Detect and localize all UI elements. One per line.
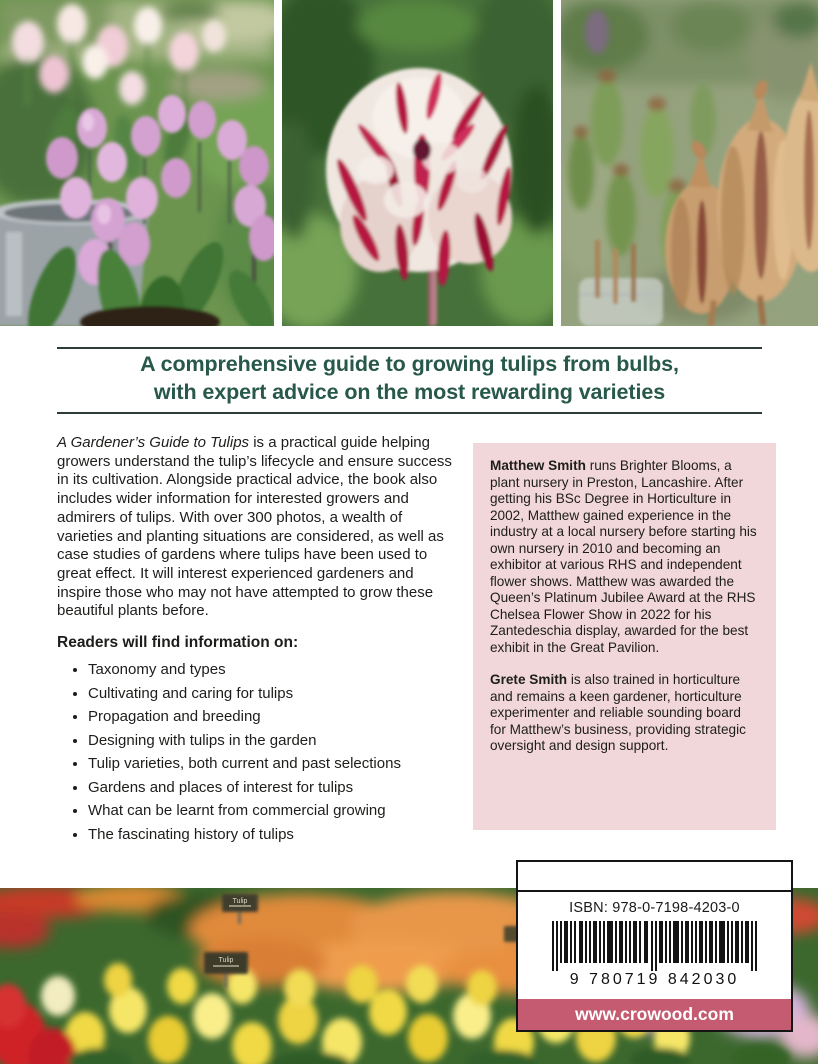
author-bio-matthew: Matthew Smith runs Brighter Blooms, a plant nursery in Preston, Lancashire. After getting his BSc Degree in Horticulture in 2002, Matthew gained experience in the industry at a local nursery before starting his own nursery in 2010 and becoming an exhibitor at various RHS and independent flower shows. Matthew was awarded the Queen’s Platinum Jubilee Award at the RHS Chelsea Flower Show in 2022 for his Zantedeschia display, awarded for the best exhibit in the Great Pavilion.	[490, 458, 757, 655]
photo-dried-seed-pods	[561, 0, 818, 326]
barcode-digits: 9 780719 842030	[569, 971, 740, 988]
list-item: • Cultivating and caring for tulips	[88, 685, 459, 703]
list-item: • Tulip varieties, both current and past selections	[88, 755, 459, 773]
headline-line1: A comprehensive guide to growing tulips from bulbs,	[140, 352, 679, 376]
readers-heading: Readers will find information on:	[57, 634, 299, 652]
list-item: • Propagation and breeding	[88, 708, 459, 726]
book-title-italic: A Gardener’s Guide to Tulips	[57, 434, 250, 451]
divider-rule-top	[57, 347, 762, 349]
list-item: • Designing with tulips in the garden	[88, 732, 459, 750]
book-blurb	[57, 434, 459, 621]
list-item: • Taxonomy and types	[88, 661, 459, 679]
author-bio-box	[473, 443, 776, 830]
list-item: • Gardens and places of interest for tulips	[88, 779, 459, 797]
photo-striped-tulip	[282, 0, 553, 326]
blurb-text: is a practical guide helping growers understand the tulip’s lifecycle and ensure success in its cultivation. Alongside practical advice, the book also includes wider information for interested growers and admirers of tulips. With over 300 photos, a wealth of varieties and planting situations are considered, as well as case studies of gardens where tulips have been used to great effect. It will interest experienced gardeners and inspire those who may not have attempted to grow these beautiful plants before.	[57, 434, 452, 620]
topics-list	[57, 661, 459, 844]
list-item: • The fascinating history of tulips	[88, 826, 459, 844]
author-name: Matthew Smith	[490, 458, 586, 473]
isbn-text: ISBN: 978-0-7198-4203-0	[569, 900, 740, 916]
blurb-column	[57, 434, 459, 849]
divider-rule-bottom	[57, 412, 762, 414]
cover-headline	[57, 351, 762, 406]
price-strip	[518, 862, 791, 892]
barcode-icon	[552, 921, 757, 971]
plant-label-text: Tulip	[218, 957, 234, 964]
plant-label-text: Tulip	[232, 898, 248, 905]
author-name: Grete Smith	[490, 672, 568, 687]
author-bio-grete: Grete Smith is also trained in horticulture and remains a keen gardener, horticulture experimenter and reliable sounding board for Matthew’s business, providing strategic oversight and design support.	[490, 672, 746, 753]
barcode-box	[516, 860, 793, 1032]
photo-pink-tulips-in-pot	[0, 0, 274, 326]
list-item: • What can be learnt from commercial growing	[88, 802, 459, 820]
publisher-website: www.crowood.com	[518, 999, 791, 1030]
headline-line2: with expert advice on the most rewarding varieties	[153, 379, 666, 404]
